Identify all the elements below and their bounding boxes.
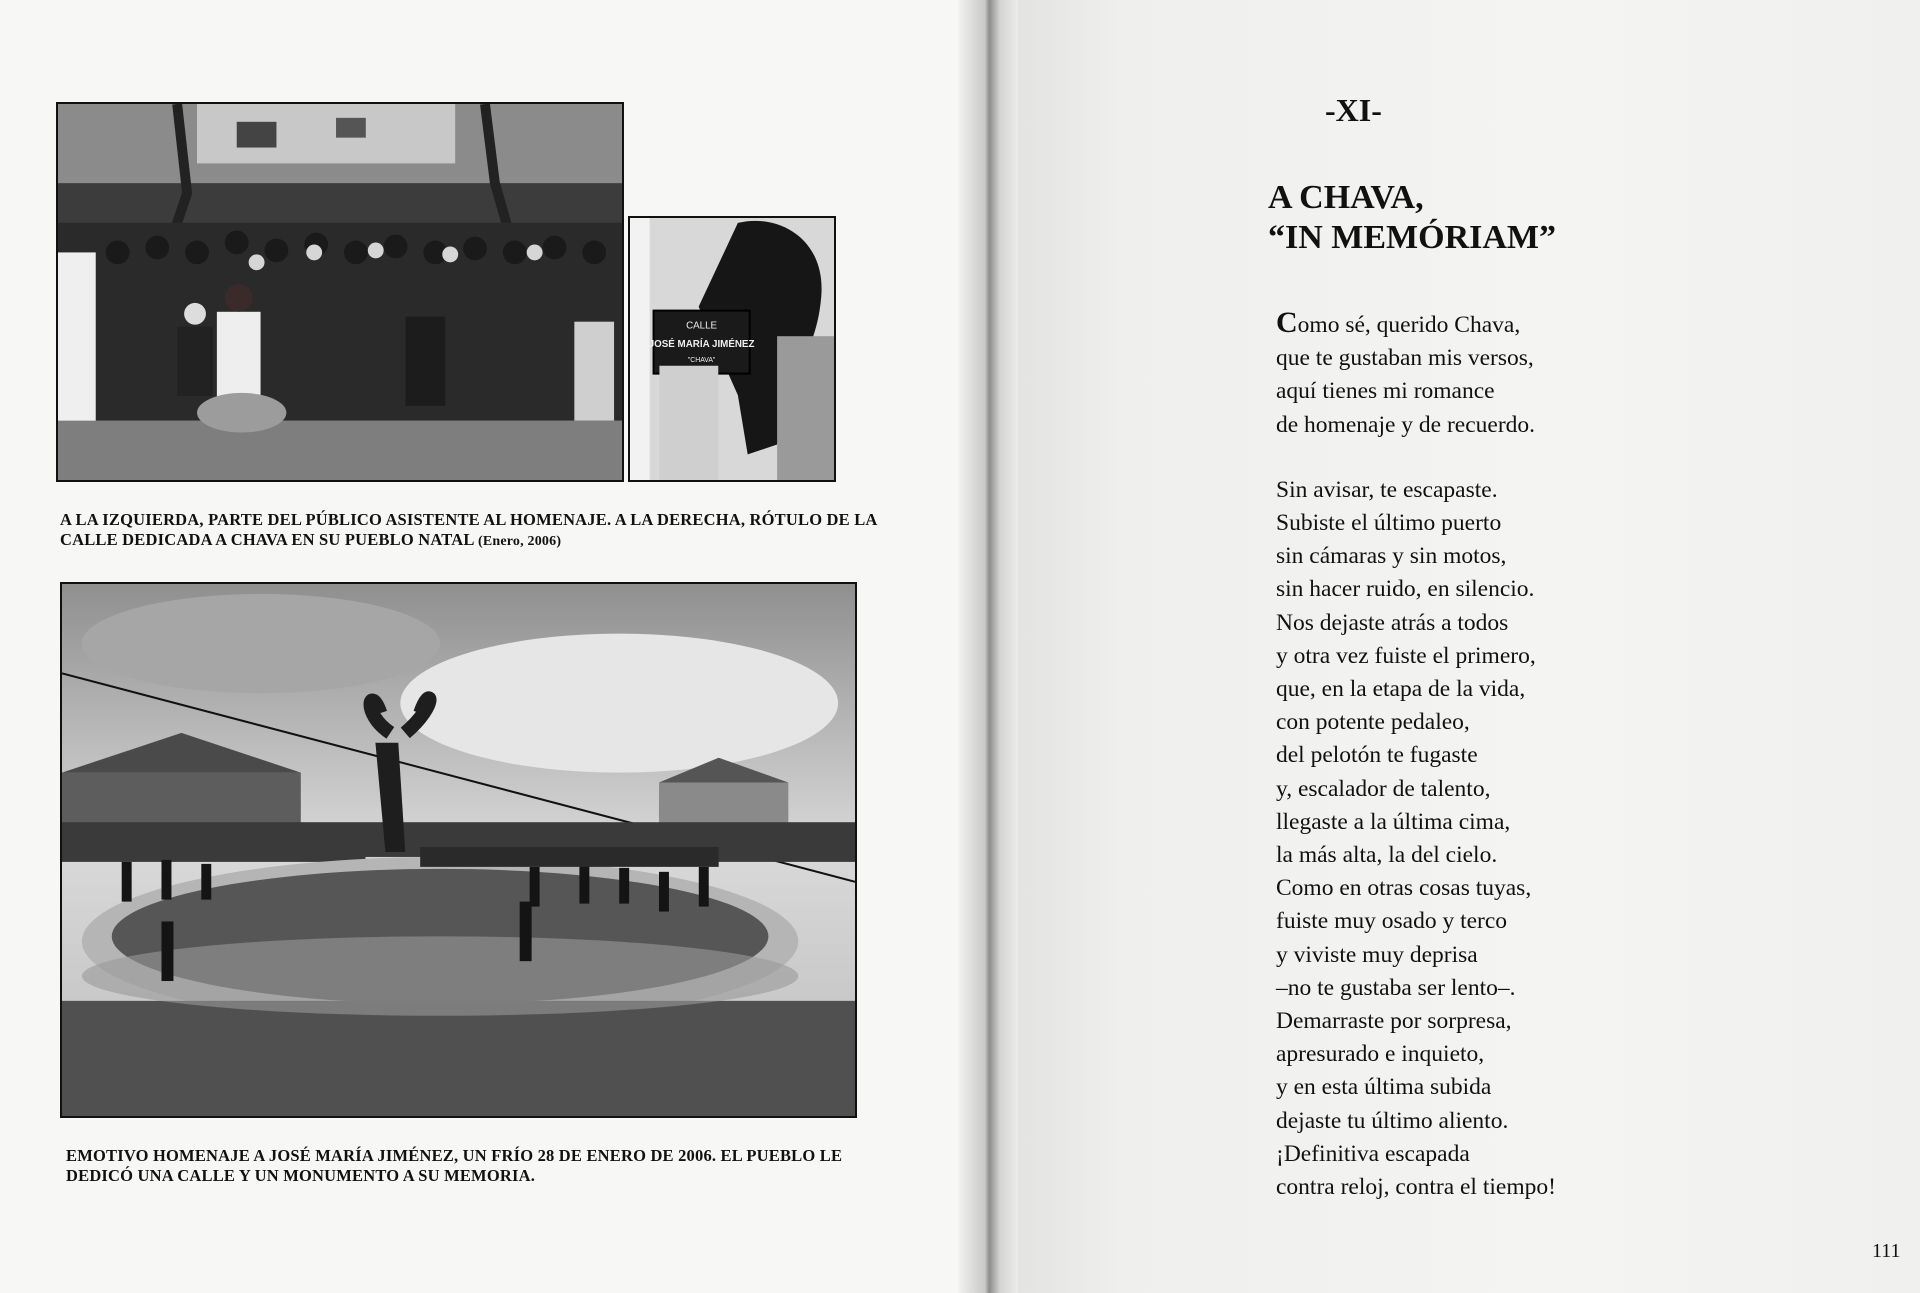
chapter-number: -XI- <box>1325 92 1382 128</box>
poem-line: contra reloj, contra el tiempo! <box>1276 1174 1556 1201</box>
caption-top-main: A LA IZQUIERDA, PARTE DEL PÚBLICO ASISTENTE AL HOMENAJE. A LA DERECHA, RÓTULO DE LA CALLE DEDICADA A CHAVA EN SU PUEBLO NATAL <box>60 510 877 549</box>
poem-line: con potente pedaleo, <box>1276 709 1470 736</box>
drop-cap: C <box>1276 306 1298 339</box>
page-number: 111 <box>1872 1240 1901 1262</box>
poem-body <box>1276 306 1756 1236</box>
book-gutter <box>958 0 1018 1293</box>
stanza-2 <box>1276 474 1756 1204</box>
poem-line: Como en otras cosas tuyas, <box>1276 875 1532 902</box>
caption-bottom: EMOTIVO HOMENAJE A JOSÉ MARÍA JIMÉNEZ, UN FRÍO 28 DE ENERO DE 2006. EL PUEBLO LE DEDICÓ UNA CALLE Y UN MONUMENTO A SU MEMORIA. <box>66 1146 843 1185</box>
poem-line <box>1276 306 1756 342</box>
sign-line1: CALLE <box>686 320 718 332</box>
poem-line: llegaste a la última cima, <box>1276 808 1511 835</box>
poem-line: la más alta, la del cielo. <box>1276 842 1498 869</box>
poem-title <box>1268 178 1556 258</box>
photo-monument <box>60 582 857 1118</box>
poem-line: y viviste muy deprisa <box>1276 941 1478 968</box>
caption-top <box>60 510 880 552</box>
poem-line: sin hacer ruido, en silencio. <box>1276 576 1535 603</box>
poem-line: aquí tienes mi romance <box>1276 378 1495 405</box>
poem-line: Subiste el último puerto <box>1276 510 1502 537</box>
poem-title-line2: “IN MEMÓRIAM” <box>1268 219 1557 256</box>
caption-top-date: (Enero, 2006) <box>477 534 562 549</box>
poem-title-line1: A CHAVA, <box>1268 179 1424 216</box>
poem-line: Nos dejaste atrás a todos <box>1276 609 1509 636</box>
poem-line: Demarraste por sorpresa, <box>1276 1008 1512 1035</box>
poem-line: y, escalador de talento, <box>1276 775 1491 802</box>
poem-line: sin cámaras y sin motos, <box>1276 543 1507 570</box>
poem-line: que te gustaban mis versos, <box>1276 345 1534 372</box>
poem-line: que, en la etapa de la vida, <box>1276 676 1526 703</box>
sign-line2: JOSÉ MARÍA JIMÉNEZ <box>648 339 755 351</box>
photo-street-sign <box>628 216 836 482</box>
stanza-1 <box>1276 306 1756 442</box>
poem-line-text: omo sé, querido Chava, <box>1297 312 1521 338</box>
poem-line: apresurado e inquieto, <box>1276 1041 1485 1068</box>
poem-line: –no te gustaba ser lento–. <box>1276 974 1516 1001</box>
sign-line3: "CHAVA" <box>687 356 716 364</box>
poem-line: del pelotón te fugaste <box>1276 742 1478 769</box>
poem-line: y otra vez fuiste el primero, <box>1276 642 1536 669</box>
photo-crowd <box>56 102 624 482</box>
poem-line: dejaste tu último aliento. <box>1276 1107 1509 1134</box>
poem-line: Sin avisar, te escapaste. <box>1276 476 1498 503</box>
poem-line: fuiste muy osado y terco <box>1276 908 1508 935</box>
poem-line: de homenaje y de recuerdo. <box>1276 411 1536 438</box>
poem-line: y en esta última subida <box>1276 1074 1492 1101</box>
poem-line: ¡Definitiva escapada <box>1276 1140 1470 1167</box>
